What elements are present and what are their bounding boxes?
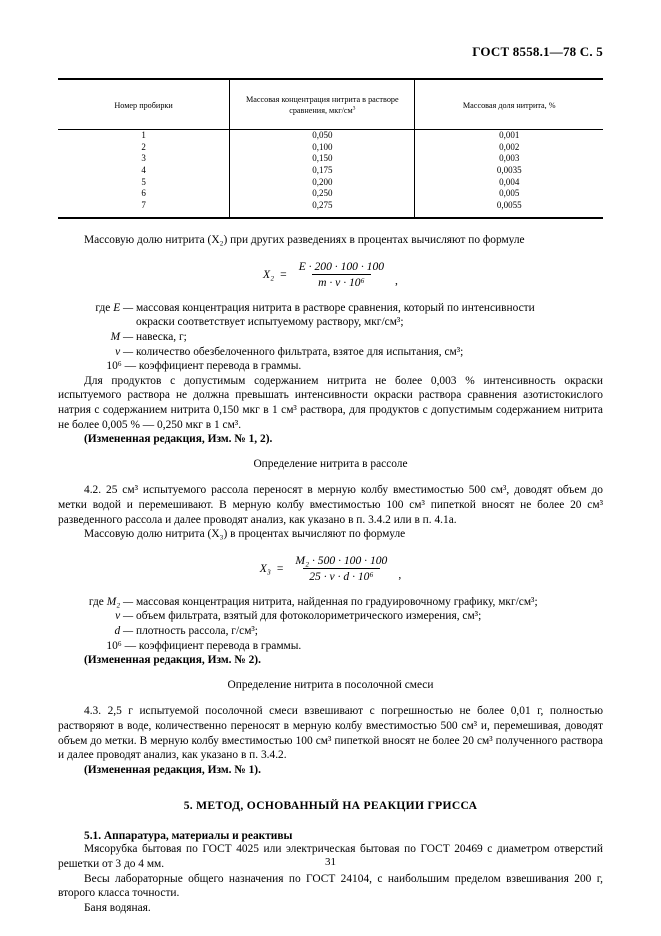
table-row <box>58 188 603 200</box>
where-symbol: 10⁶ — <box>106 639 136 652</box>
where-description: массовая концентрация нитрита в растворе сравнения, который по интенсивности <box>136 301 535 314</box>
where-symbol-text: d — <box>114 624 134 637</box>
formula-x2-equals: = <box>280 267 287 281</box>
table-row <box>58 200 603 218</box>
formula-x2-trailing-comma: , <box>395 273 398 287</box>
formula-x2-fraction <box>293 260 390 289</box>
where-description: количество обезбелоченного фильтрата, взятое для испытания, см³; <box>136 345 464 358</box>
paragraph-water-bath: Баня водяная. <box>84 901 151 914</box>
where-item <box>58 345 603 360</box>
cell-mass-fraction: 0,0055 <box>415 200 603 218</box>
calibration-table-wrapper <box>58 78 603 219</box>
where-symbol <box>58 595 136 610</box>
where-symbol <box>58 330 136 345</box>
where-item <box>58 639 603 654</box>
where-symbol <box>58 609 136 624</box>
cell-concentration: 0,100 <box>230 142 415 154</box>
where-description: массовая концентрация нитрита, найденная по градуировочному графику, мкг/см³; <box>136 595 538 608</box>
cell-concentration: 0,275 <box>230 200 415 218</box>
cell-mass-fraction: 0,003 <box>415 153 603 165</box>
paragraph-4-3: 4.3. 2,5 г испытуемой посолочной смеси взвешивают с погрешностью не более 0,01 г, полностью растворяют в воде, количественно переносят в мерную колбу вместимостью 500 см³ и, перемешивая, доводят объем до метки. В мерную колбу вместимостью 100 см³ пипеткой вносят не более 20 см³ полученного раствора и далее проводят анализ, как указано в п. 3.4.2. <box>58 705 603 762</box>
where-symbol-text: M — <box>110 331 134 344</box>
where-symbol <box>58 624 136 639</box>
paragraph-meat-grinder: Мясорубка бытовая по ГОСТ 4025 или электрическая бытовая по ГОСТ 20469 с диаметром отверстий решетки от 3 до 4 мм. <box>58 843 603 870</box>
table-col-header-mass-fraction: Массовая доля нитрита, % <box>415 79 603 130</box>
cell-concentration: 0,050 <box>230 130 415 142</box>
formula-x3-fraction <box>289 554 393 583</box>
table-col-header-concentration-text: Массовая концентрация нитрита в растворе сравнения, мкг/см <box>245 95 399 116</box>
where-description <box>136 639 603 654</box>
where-item <box>58 330 603 345</box>
page-content <box>58 78 603 915</box>
page-header-standard-ref: ГОСТ 8558.1—78 С. 5 <box>472 44 603 59</box>
cell-mass-fraction: 0,001 <box>415 130 603 142</box>
cell-tube-number: 2 <box>141 141 146 152</box>
calibration-table <box>58 78 603 217</box>
formula-x3-denominator: 25 · v · d · 10⁶ <box>303 568 379 583</box>
table-col-header-tube-number: Номер пробирки <box>114 100 173 110</box>
cell-tube-number: 7 <box>141 199 146 210</box>
formula-x2 <box>58 260 603 289</box>
cell-concentration: 0,200 <box>230 177 415 189</box>
where-symbol <box>58 301 136 316</box>
table-head <box>58 79 603 130</box>
table-row <box>58 153 603 165</box>
where-prefix: где <box>95 301 111 314</box>
revision-note-2: (Измененная редакция, Изм. № 2). <box>84 654 261 667</box>
formula-x3-numerator: M₂ · 500 · 100 · 100 <box>295 553 388 567</box>
cell-tube-number: 1 <box>141 130 146 141</box>
cell-concentration: 0,175 <box>230 165 415 177</box>
where-description-text: коэффициент перевода в граммы. <box>138 360 302 373</box>
where-symbol-text: M₂ — <box>106 595 134 608</box>
where-item <box>58 359 603 374</box>
formula-x3-lhs: X₃ <box>259 561 271 575</box>
table-row <box>58 142 603 154</box>
heading-brine-determination: Определение нитрита в рассоле <box>253 457 408 470</box>
paragraph-tolerance: Для продуктов с допустимым содержанием нитрита не более 0,003 % интенсивность окраски испытуемого раствора не должна превышать интенсивности окраски раствора сравнения азотистокислого натрия с содержанием нитрита 0,150 мкг в 1 см³ раствора, для продуктов с допустимым содержанием нитрита не более 0,005 % — 0,250 мкг в 1 см³. <box>58 374 603 431</box>
where-item <box>58 595 603 610</box>
table-bottom-rule <box>58 217 603 219</box>
where-description: плотность рассола, г/см³; <box>136 624 258 637</box>
paragraph-4-2: 4.2. 25 см³ испытуемого рассола переносят в мерную колбу вместимостью 500 см³, доводят объем до метки водой и перемешивают. В мерную колбу вместимостью 100 см³ пипеткой вносят не более 20 см³ разведенного рассола и далее проводят анализ, как указано в п. 3.4.2 или в п. 4.1а. <box>58 484 603 526</box>
table-row <box>58 177 603 189</box>
table-row <box>58 130 603 142</box>
where-symbol <box>58 345 136 360</box>
where-symbol-text: E — <box>113 301 134 314</box>
paragraph-laboratory-scales: Весы лабораторные общего назначения по ГОСТ 24104, с наибольшим пределом взвешивания 200 г, второго класса точности. <box>58 872 603 900</box>
cell-mass-fraction: 0,002 <box>415 142 603 154</box>
cell-tube-number: 4 <box>141 164 146 175</box>
table-header-row <box>58 79 603 130</box>
revision-note-1: (Измененная редакция, Изм. № 1). <box>84 763 261 776</box>
where-description-text: коэффициент перевода в граммы. <box>138 639 302 652</box>
revision-note-1-2: (Измененная редакция, Изм. № 1, 2). <box>84 433 273 446</box>
where-description: навеска, г; <box>136 331 187 344</box>
where-item <box>58 609 603 624</box>
cell-tube-number: 3 <box>141 153 146 164</box>
formula-x2-numerator: E · 200 · 100 · 100 <box>298 259 385 273</box>
formula-x3 <box>58 554 603 583</box>
table-row <box>58 165 603 177</box>
cell-tube-number: 5 <box>141 176 146 187</box>
table-col-header-concentration-sup: 3 <box>352 105 356 112</box>
where-description: объем фильтрата, взятый для фотоколориметрического измерения, см³; <box>136 610 482 623</box>
formula-x3-equals: = <box>276 561 284 575</box>
page-number-footer: 31 <box>325 856 336 868</box>
formula-x2-denominator: m · v · 10⁶ <box>312 274 371 289</box>
paragraph-formula-2-intro: Массовую долю нитрита (X₂) при других разведениях в процентах вычисляют по формуле <box>84 234 525 247</box>
table-col-header-concentration <box>230 79 415 130</box>
paragraph-formula-3-intro: Массовую долю нитрита (X₃) в процентах вычисляют по формуле <box>84 528 406 541</box>
table-body <box>58 130 603 218</box>
where-description <box>136 359 603 374</box>
where-symbol-text: v — <box>115 610 134 623</box>
where-symbol-text: v — <box>115 345 134 358</box>
formula-x3-trailing-comma: , <box>398 567 402 581</box>
heading-curing-mix-determination: Определение нитрита в посолочной смеси <box>227 678 434 691</box>
where-prefix: где <box>88 595 104 608</box>
cell-mass-fraction: 0,004 <box>415 177 603 189</box>
cell-mass-fraction: 0,005 <box>415 188 603 200</box>
section-5-title: 5. МЕТОД, ОСНОВАННЫЙ НА РЕАКЦИИ ГРИССА <box>183 799 478 813</box>
where-list-formula-3 <box>58 595 603 653</box>
cell-mass-fraction: 0,0035 <box>415 165 603 177</box>
formula-x2-lhs: X₂ <box>263 267 275 281</box>
where-item <box>58 301 603 316</box>
where-continuation: окраски соответствует испытуемому раствору, мкг/см³; <box>136 316 404 329</box>
cell-tube-number: 6 <box>141 188 146 199</box>
where-list-formula-2 <box>58 301 603 374</box>
where-symbol: 10⁶ — <box>106 360 136 373</box>
subsection-5-1-title: 5.1. Аппаратура, материалы и реактивы <box>84 830 293 843</box>
cell-concentration: 0,150 <box>230 153 415 165</box>
where-item <box>58 624 603 639</box>
cell-concentration: 0,250 <box>230 188 415 200</box>
